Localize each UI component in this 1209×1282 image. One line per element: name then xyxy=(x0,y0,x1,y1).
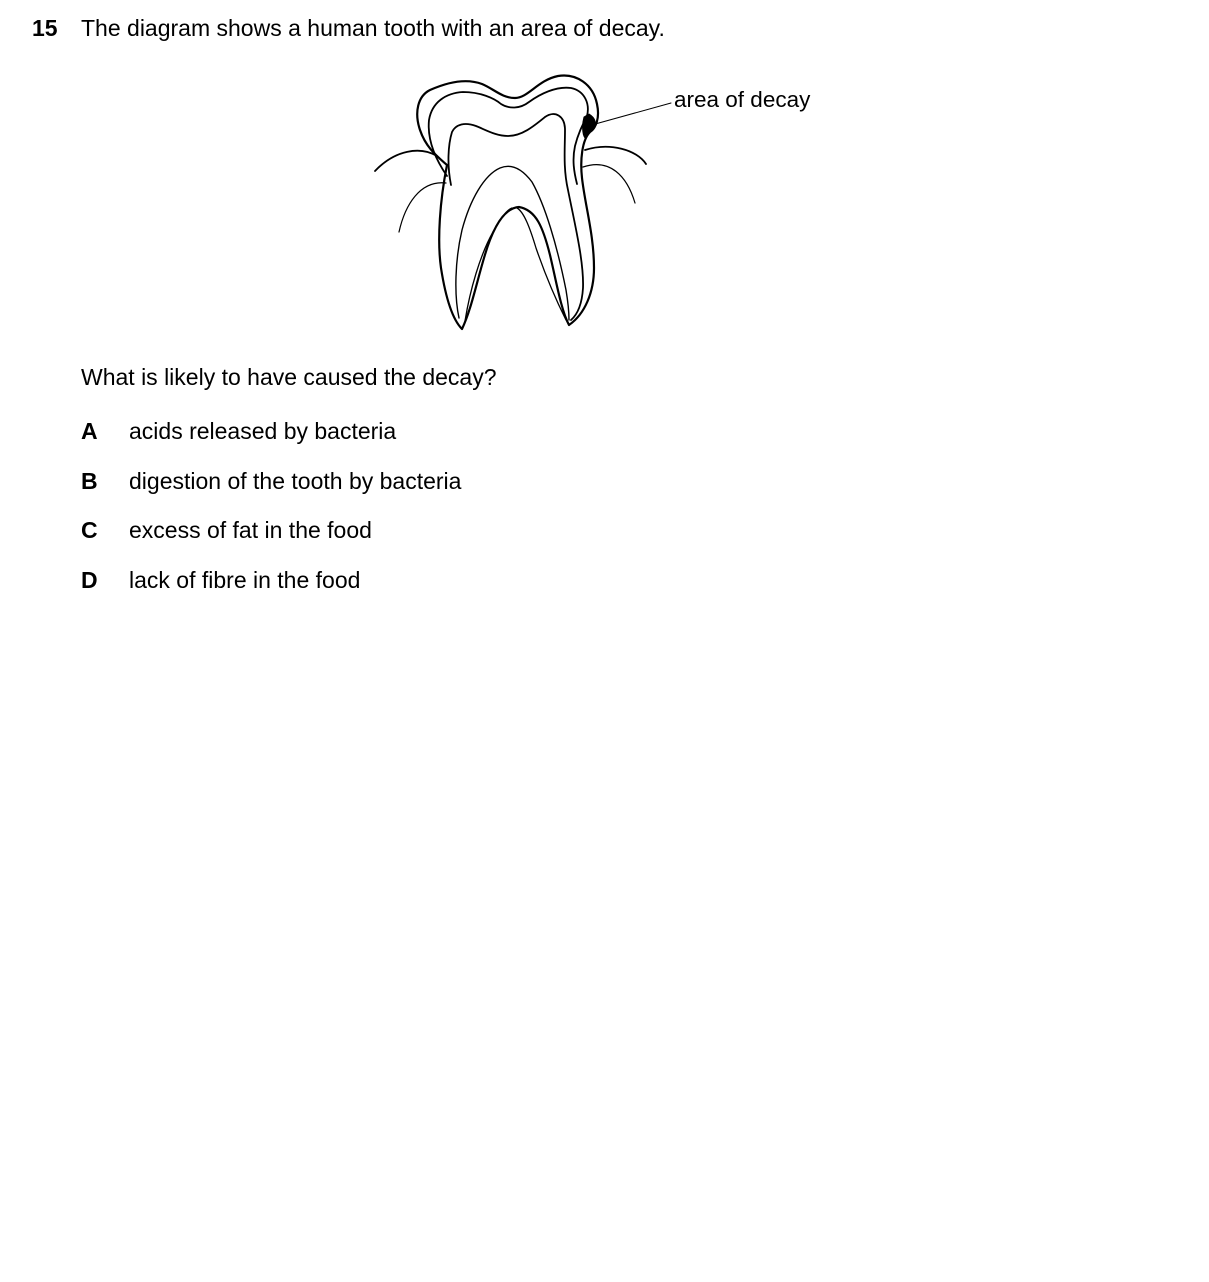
question-stem: The diagram shows a human tooth with an area of decay. xyxy=(81,15,665,41)
dentine-line xyxy=(448,114,583,320)
callout-leader-line xyxy=(588,103,671,126)
gum-outer-right xyxy=(585,147,646,164)
option-letter: A xyxy=(81,418,98,444)
option-letter: C xyxy=(81,517,98,544)
pulp-inner-right xyxy=(517,208,566,320)
option-text: digestion of the tooth by bacteria xyxy=(129,467,462,494)
option-text: excess of fat in the food xyxy=(129,517,372,544)
option-letter: D xyxy=(81,567,98,594)
option-text: lack of fibre in the food xyxy=(129,567,361,594)
option-letter: B xyxy=(81,467,98,494)
question-number: 15 xyxy=(32,15,58,41)
gum-outer-left xyxy=(375,151,437,171)
option-text: acids released by bacteria xyxy=(129,418,397,444)
decay-label: area of decay xyxy=(674,87,811,112)
gum-inner-right xyxy=(583,165,635,203)
question-prompt: What is likely to have caused the decay? xyxy=(81,364,497,390)
